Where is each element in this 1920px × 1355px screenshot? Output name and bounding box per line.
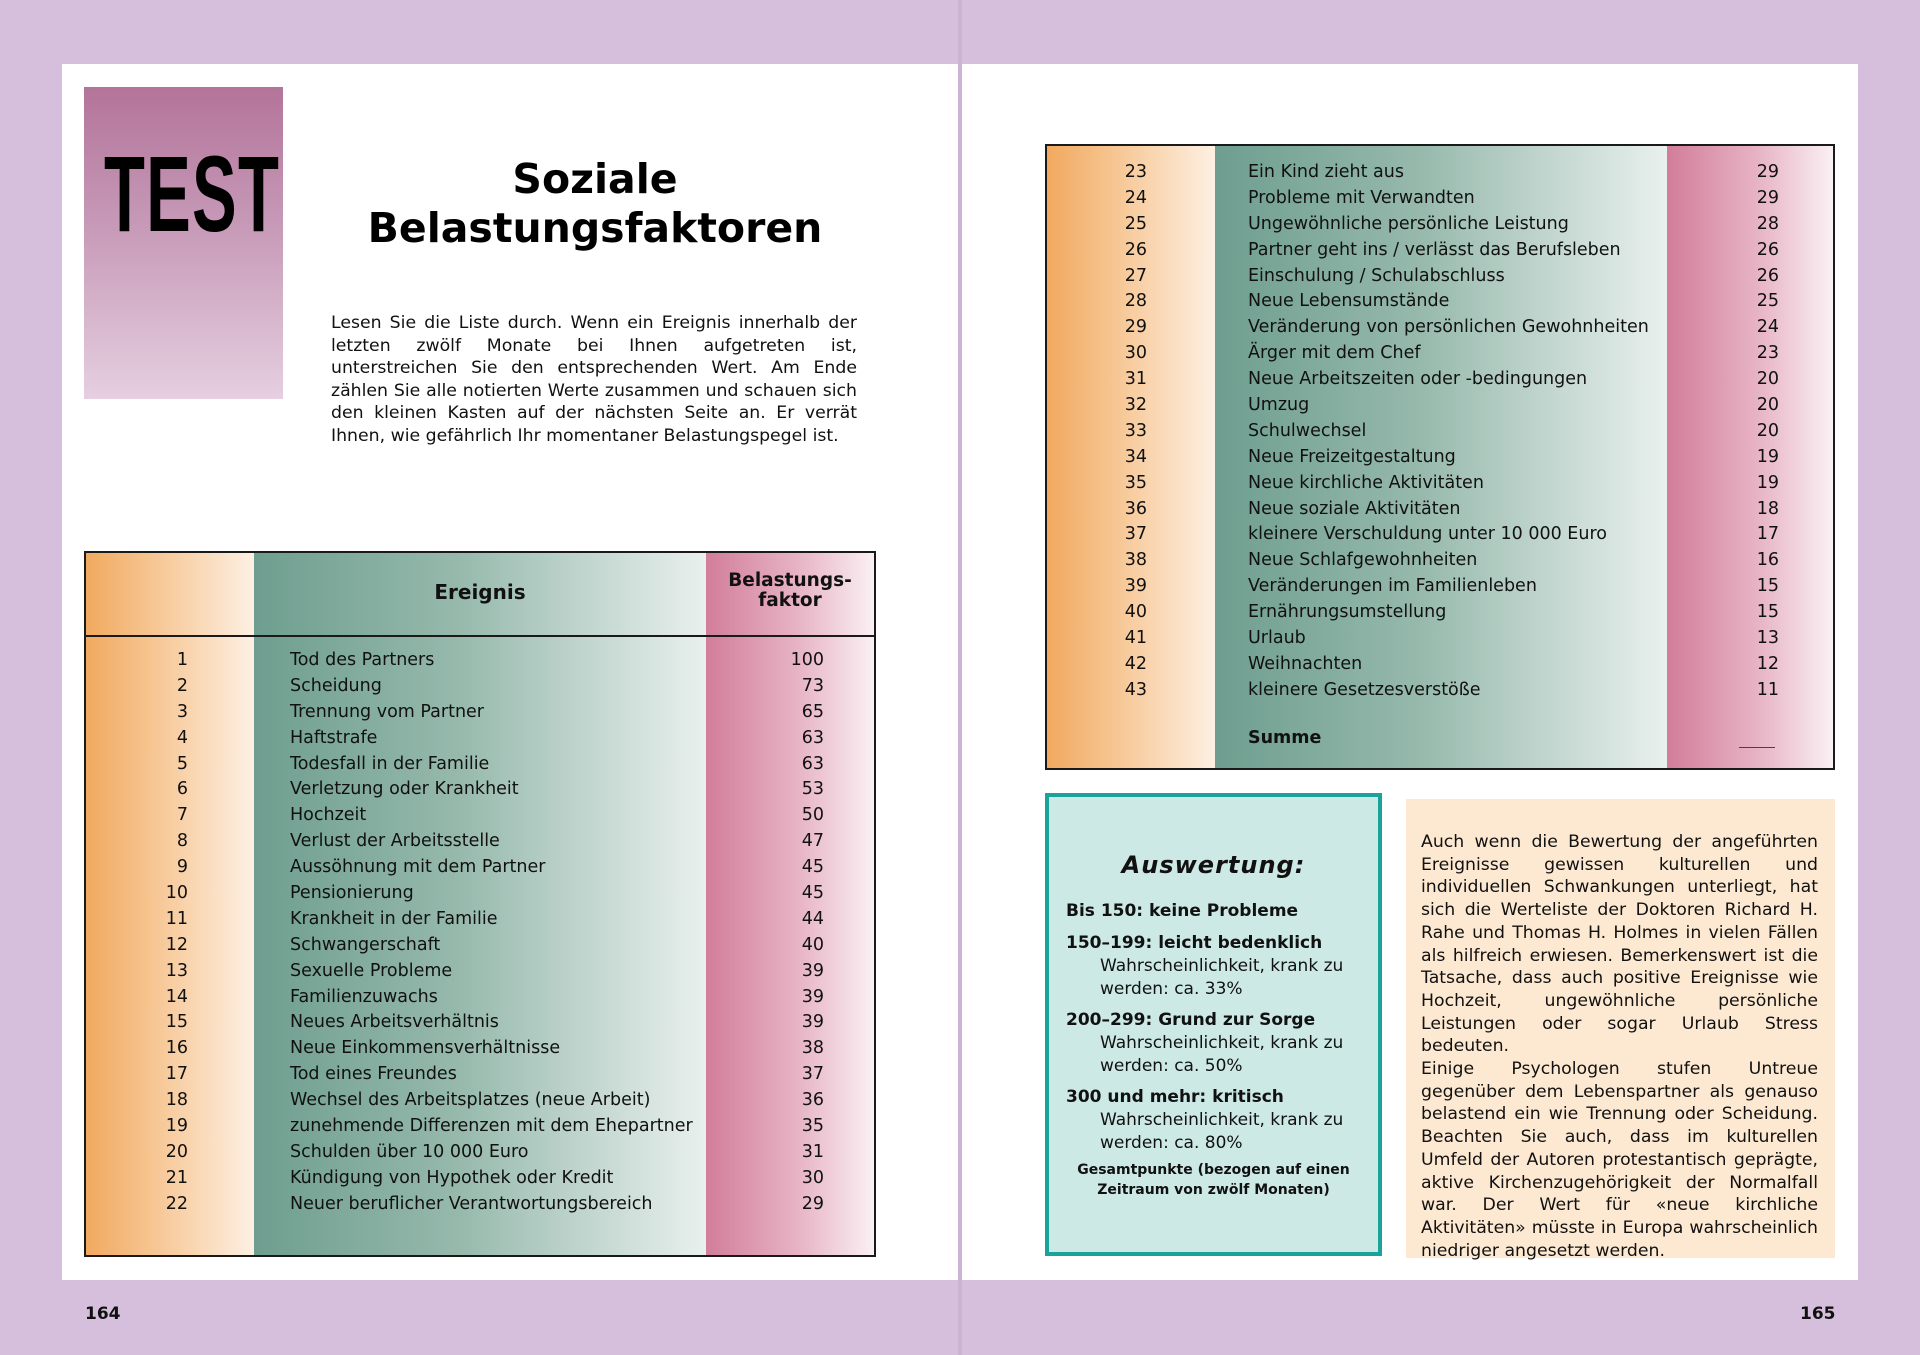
row-number: 42 [1124,653,1147,674]
table-row [86,1166,874,1192]
row-event: Sexuelle Probleme [290,960,453,981]
row-number: 17 [165,1064,188,1085]
table-row [86,907,874,933]
table-row [1047,600,1833,626]
table-row [86,1062,874,1088]
row-value[interactable]: 19 [1756,472,1779,493]
evaluation-footnote: Gesamtpunkte (bezogen auf einen Zeitraum von zwölf Monaten) [1077,1162,1350,1198]
row-value[interactable]: 13 [1756,628,1779,649]
row-event: Partner geht ins / verlässt das Berufsleben [1248,239,1621,260]
info-paragraph-1: Auch wenn die Bewertung der angeführten Ereignisse gewissen kulturellen und individuellen Schwankungen unterliegt, hat sich die Werteliste der Doktoren Richard H. Rahe und Thomas H. Holmes in vielen Fällen als hilfreich erwiesen. Bemerkenswert ist die Tatsache, dass auch positive Ereignisse wie Hochzeit, ungewöhnliche persönliche Leistungen oder sogar Urlaub Stress bedeuten. [1421,832,1818,1057]
table-rows [1047,160,1833,704]
table-row [1047,652,1833,678]
info-paragraph-2: Einige Psychologen stufen Untreue gegenüber dem Lebenspartner als genauso belastend ein wie Trennung oder Scheidung. Beachten Sie auch, dass im kulturellen Umfeld der Autoren protestantisch geprägte, aktive Kirchenzugehörigkeit der Normalfall war. Der Wert für «neue kirchliche Aktivitäten» müsste in Europa wahrscheinlich niedriger angesetzt werden. [1421,1059,1818,1261]
row-value[interactable]: 39 [801,986,824,1007]
row-value[interactable]: 39 [801,1012,824,1033]
test-badge-label: TEST [104,133,281,254]
table-row [86,959,874,985]
header-divider [86,635,874,637]
evaluation-item [1066,1008,1366,1077]
table-row [86,1088,874,1114]
row-value[interactable]: 30 [801,1167,824,1188]
table-row [1047,419,1833,445]
row-value[interactable]: 63 [801,753,824,774]
row-event: kleinere Verschuldung unter 10 000 Euro [1248,524,1607,545]
row-event: Neue kirchliche Aktivitäten [1248,472,1484,493]
header-event: Ereignis [434,580,526,604]
row-event: Trennung vom Partner [290,701,485,722]
info-box [1406,799,1835,1261]
row-number: 5 [176,753,188,774]
page-number-left: 164 [85,1304,121,1324]
row-number: 9 [176,857,188,878]
page-title-line-2: Belastungsfaktoren [367,204,823,252]
row-value[interactable]: 26 [1756,239,1779,260]
evaluation-list [1066,899,1366,1162]
row-value[interactable]: 36 [801,1090,824,1111]
row-event: Neue Lebensumstände [1248,291,1450,312]
stress-table-part-1 [84,551,876,1257]
row-number: 11 [165,908,188,929]
row-number: 7 [176,805,188,826]
table-row [86,881,874,907]
row-event: Urlaub [1248,628,1306,649]
row-value[interactable]: 35 [801,1116,824,1137]
table-row [86,752,874,778]
row-number: 18 [165,1090,188,1111]
row-number: 12 [165,934,188,955]
row-value[interactable]: 53 [801,779,824,800]
table-row [1047,238,1833,264]
row-number: 41 [1124,628,1147,649]
page-title-line-1: Soziale [512,155,678,203]
evaluation-range: 200–299: Grund zur Sorge [1066,1010,1316,1030]
evaluation-item [1066,1085,1366,1154]
table-row [1047,315,1833,341]
row-number: 26 [1124,239,1147,260]
row-value[interactable]: 16 [1756,550,1779,571]
table-row [86,726,874,752]
row-event: Probleme mit Verwandten [1248,187,1475,208]
evaluation-probability: Wahrscheinlichkeit, krank zu werden: ca. 33% [1100,956,1344,999]
table-row [1047,264,1833,290]
row-event: Veränderungen im Familienleben [1248,576,1537,597]
row-event: Neues Arbeitsverhältnis [290,1012,499,1033]
row-event: Neue Arbeitszeiten oder -bedingungen [1248,369,1588,390]
row-event: Verlust der Arbeitsstelle [290,831,500,852]
row-number: 15 [165,1012,188,1033]
row-value[interactable]: 47 [801,831,824,852]
row-value[interactable]: 45 [801,857,824,878]
row-number: 31 [1124,369,1147,390]
table-row [86,855,874,881]
table-row [86,1010,874,1036]
row-event: Pensionierung [290,883,414,904]
table-row [86,829,874,855]
row-value[interactable]: 26 [1756,265,1779,286]
row-number: 43 [1124,679,1147,700]
table-row [1047,289,1833,315]
row-value[interactable]: 38 [801,1038,824,1059]
table-row [1047,522,1833,548]
row-number: 39 [1124,576,1147,597]
row-event: Ungewöhnliche persönliche Leistung [1248,213,1569,234]
row-number: 19 [165,1116,188,1137]
row-event: Tod eines Freundes [290,1064,457,1085]
info-text [1421,831,1818,1262]
row-value[interactable]: 63 [801,727,824,748]
evaluation-title: Auswertung: [1121,851,1306,879]
row-number: 40 [1124,602,1147,623]
row-value[interactable]: 11 [1756,679,1779,700]
table-row [86,1140,874,1166]
row-event: Tod des Partners [290,650,435,670]
row-event: Schulden über 10 000 Euro [290,1141,529,1162]
row-number: 36 [1124,498,1147,519]
table-row [86,777,874,803]
evaluation-range: 300 und mehr: kritisch [1066,1087,1284,1107]
row-number: 35 [1124,472,1147,493]
row-number: 38 [1124,550,1147,571]
header-value-line-2: faktor [758,590,822,611]
evaluation-box [1045,793,1382,1256]
table-row [86,1036,874,1062]
table-row [1047,497,1833,523]
row-value[interactable]: 17 [1756,524,1779,545]
row-value[interactable]: 50 [801,805,824,826]
row-value[interactable]: 18 [1756,498,1779,519]
row-value[interactable]: 19 [1756,446,1779,467]
evaluation-item [1066,931,1366,1000]
evaluation-item [1066,899,1366,923]
row-value[interactable]: 20 [1756,395,1779,416]
row-value[interactable]: 23 [1756,343,1779,364]
row-value[interactable]: 20 [1756,369,1779,390]
row-value[interactable]: 29 [1756,187,1779,208]
table-row [1047,678,1833,704]
evaluation-probability: Wahrscheinlichkeit, krank zu werden: ca. 80% [1100,1110,1344,1153]
row-value[interactable]: 45 [801,883,824,904]
table-row [1047,393,1833,419]
row-event: Todesfall in der Familie [290,753,490,774]
row-number: 22 [165,1193,188,1214]
row-number: 25 [1124,213,1147,234]
row-number: 34 [1124,446,1147,467]
page-number-right: 165 [1800,1304,1836,1324]
row-value[interactable]: 73 [801,675,824,696]
row-number: 32 [1124,395,1147,416]
row-event: Aussöhnung mit dem Partner [290,857,546,878]
table-row [1047,471,1833,497]
row-number: 4 [176,727,188,748]
table-row [1047,212,1833,238]
row-event: Hochzeit [290,805,367,826]
row-value[interactable]: 24 [1756,317,1779,338]
row-value[interactable]: 29 [1756,162,1779,182]
stress-table-part-2 [1045,144,1835,770]
row-number: 27 [1124,265,1147,286]
intro-paragraph: Lesen Sie die Liste durch. Wenn ein Ereignis innerhalb der letzten zwölf Monate bei Ihnen aufgetreten ist, unterstreichen Sie den entsprechenden Wert. Am Ende zählen Sie alle notierten Werte zusammen und schauen sich den kleinen Kasten auf der nächsten Seite an. Er verrät Ihnen, wie gefährlich Ihr momentaner Belastungspegel ist. [331,313,857,446]
page-title [330,155,860,253]
table-row [86,1192,874,1218]
row-number: 33 [1124,420,1147,441]
row-value[interactable]: 15 [1756,576,1779,597]
row-number: 37 [1124,524,1147,545]
row-value[interactable]: 15 [1756,602,1779,623]
table-row [1047,574,1833,600]
row-event: Neue Einkommensverhältnisse [290,1038,561,1059]
row-event: Schulwechsel [1248,420,1367,441]
evaluation-range: 150–199: leicht bedenklich [1066,933,1323,953]
row-event: Neue soziale Aktivitäten [1248,498,1461,519]
row-value[interactable]: 28 [1756,213,1779,234]
row-value[interactable]: 29 [801,1193,824,1214]
row-number: 6 [176,779,188,800]
table-row [86,1114,874,1140]
row-number: 24 [1124,187,1147,208]
row-value[interactable]: 39 [801,960,824,981]
row-event: Ein Kind zieht aus [1248,162,1404,182]
row-event: Familienzuwachs [290,986,438,1007]
evaluation-range: Bis 150: keine Probleme [1066,901,1299,921]
sum-entry-line[interactable] [1739,747,1775,748]
row-number: 16 [165,1038,188,1059]
row-number: 3 [176,701,188,722]
row-value[interactable]: 44 [801,908,824,929]
header-value-line-1: Belastungs- [728,570,852,591]
row-value[interactable]: 20 [1756,420,1779,441]
row-number: 23 [1124,162,1147,182]
row-number: 28 [1124,291,1147,312]
row-number: 2 [176,675,188,696]
row-number: 1 [176,650,188,670]
row-value[interactable]: 31 [801,1141,824,1162]
row-event: kleinere Gesetzesverstöße [1248,679,1481,700]
row-value[interactable]: 100 [790,650,824,670]
row-event: Krankheit in der Familie [290,908,498,929]
header-value [706,571,874,611]
row-event: Neue Freizeitgestaltung [1248,446,1456,467]
row-event: Haftstrafe [290,727,378,748]
row-event: Weihnachten [1248,653,1363,674]
row-number: 14 [165,986,188,1007]
row-event: Neue Schlafgewohnheiten [1248,550,1478,571]
row-event: Umzug [1248,395,1310,416]
row-value[interactable]: 65 [801,701,824,722]
row-value[interactable]: 25 [1756,291,1779,312]
row-event: Einschulung / Schulabschluss [1248,265,1505,286]
row-number: 29 [1124,317,1147,338]
table-row [1047,341,1833,367]
table-row [86,674,874,700]
row-value[interactable]: 37 [801,1064,824,1085]
table-row [86,803,874,829]
row-number: 20 [165,1141,188,1162]
table-row [1047,186,1833,212]
evaluation-probability: Wahrscheinlichkeit, krank zu werden: ca. 50% [1100,1033,1344,1076]
row-number: 8 [176,831,188,852]
row-event: zunehmende Differenzen mit dem Ehepartner [290,1116,693,1137]
row-event: Ernährungsumstellung [1248,602,1447,623]
table-row [1047,548,1833,574]
row-event: Schwangerschaft [290,934,441,955]
table-row [1047,160,1833,186]
table-row [86,700,874,726]
row-event: Scheidung [290,675,382,696]
table-rows [86,648,874,1218]
row-value[interactable]: 12 [1756,653,1779,674]
row-value[interactable]: 40 [801,934,824,955]
sum-label: Summe [1248,728,1322,748]
row-event: Verletzung oder Krankheit [290,779,519,800]
table-row [1047,626,1833,652]
table-row [1047,445,1833,471]
row-event: Kündigung von Hypothek oder Kredit [290,1167,614,1188]
row-number: 10 [165,883,188,904]
row-event: Ärger mit dem Chef [1248,343,1421,364]
row-event: Veränderung von persönlichen Gewohnheiten [1248,317,1649,338]
row-number: 30 [1124,343,1147,364]
table-row [86,985,874,1011]
row-event: Neuer beruflicher Verantwortungsbereich [290,1193,653,1214]
table-row [86,933,874,959]
table-row [86,648,874,674]
row-number: 21 [165,1167,188,1188]
row-event: Wechsel des Arbeitsplatzes (neue Arbeit) [290,1090,651,1111]
table-row [1047,367,1833,393]
row-number: 13 [165,960,188,981]
